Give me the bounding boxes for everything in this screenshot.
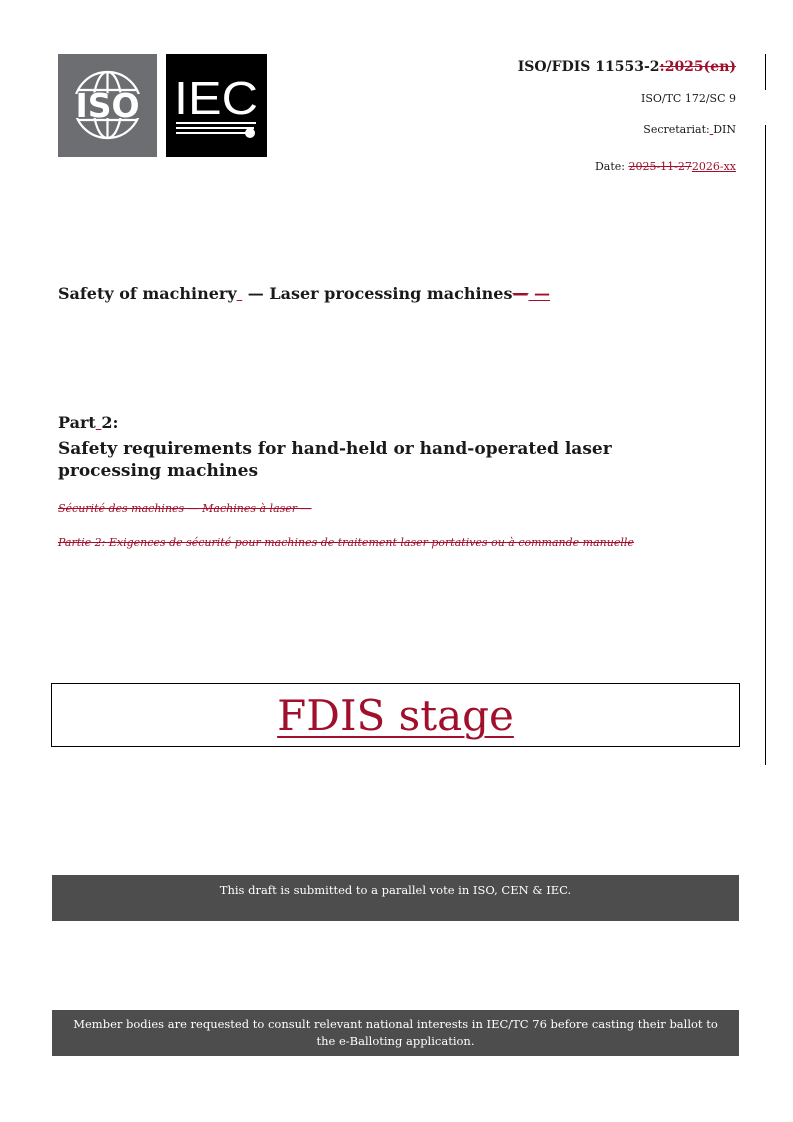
iso-logo	[58, 54, 157, 157]
parallel-vote-notice	[52, 875, 739, 921]
stage-label: FDIS stage	[277, 690, 514, 740]
document-reference	[518, 59, 736, 75]
iec-logo-graphic	[166, 54, 267, 157]
part-title: Safety requirements for hand-held or hand-operated laser processing machines	[58, 439, 612, 481]
part-label: Part	[58, 413, 96, 432]
deleted-year-language: :2025(en)	[659, 59, 736, 75]
part-number	[58, 413, 118, 432]
parallel-vote-text: This draft is submitted to a parallel vote in ISO, CEN & IEC.	[219, 882, 572, 897]
stage-box	[51, 683, 740, 747]
main-title	[58, 284, 550, 303]
main-title-deleted-dash: —	[512, 284, 529, 303]
main-title-part-b: — Laser processing machines	[242, 284, 513, 303]
date-label: Date:	[594, 160, 629, 173]
main-title-part-a: Safety of machinery	[58, 284, 237, 303]
iec-logo	[166, 54, 267, 157]
secretariat	[643, 123, 736, 136]
iec-logo-text: IEC	[174, 72, 258, 124]
date-inserted: 2026-xx	[691, 160, 736, 173]
member-bodies-notice	[52, 1010, 739, 1056]
secretariat-value: DIN	[713, 123, 736, 136]
part-number-value: 2:	[101, 413, 119, 432]
change-bar-top	[765, 54, 766, 90]
document-date	[595, 160, 736, 173]
french-part-title: Partie 2: Exigences de sécurité pour machines de traitement laser portatives ou à commande manuelle	[58, 536, 634, 549]
main-title-inserted-dash: —	[528, 284, 551, 303]
member-bodies-text: Member bodies are requested to consult relevant national interests in IEC/TC 76 before casting their ballot to the e-Balloting application.	[73, 1017, 718, 1048]
date-deleted: 2025-11-27	[628, 160, 692, 173]
iso-logo-text: ISO	[75, 86, 140, 125]
document-number: ISO/FDIS 11553-2	[517, 59, 660, 75]
iso-logo-graphic	[58, 54, 157, 157]
secretariat-label: Secretariat:	[643, 123, 710, 136]
committee-reference: ISO/TC 172/SC 9	[640, 92, 736, 105]
french-main-title: Sécurité des machines — Machines à laser —	[58, 502, 312, 515]
change-bar-main	[765, 125, 766, 765]
